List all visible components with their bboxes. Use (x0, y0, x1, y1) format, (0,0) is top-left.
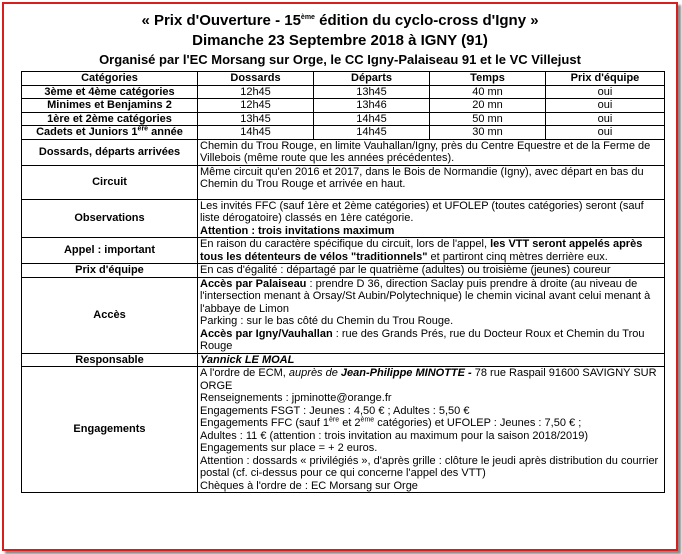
row-category: 3ème et 4ème catégories (22, 85, 198, 99)
row-prize: oui (546, 126, 665, 140)
row-start: 14h45 (314, 126, 430, 140)
organizer-line: Organisé par l'EC Morsang sur Orge, le CC Igny-Palaiseau 91 et le VC Villejust (99, 52, 581, 67)
row-prize: oui (546, 99, 665, 113)
document-frame (2, 2, 678, 551)
table-row (22, 85, 665, 99)
section-text: Chemin du Trou Rouge, en limite Vauhallan/Igny, près du Centre Equestre et de la Ferme de Villebois (même route que les années précédentes). (198, 139, 665, 165)
row-time: 50 mn (430, 112, 546, 126)
section-observations (22, 199, 665, 238)
table-row (22, 99, 665, 113)
table-header-row (22, 72, 665, 86)
section-dossards (22, 139, 665, 165)
section-label: Prix d'équipe (22, 264, 198, 278)
section-label: Responsable (22, 353, 198, 367)
page-title: « Prix d'Ouverture - 15ème édition du cyclo-cross d'Igny » (141, 12, 539, 29)
responsable-name: Yannick LE MOAL (198, 353, 665, 367)
section-appel (22, 238, 665, 264)
row-category: Minimes et Benjamins 2 (22, 99, 198, 113)
row-time: 30 mn (430, 126, 546, 140)
table-row (22, 112, 665, 126)
section-acces (22, 277, 665, 353)
col-header-temps: Temps (430, 72, 546, 86)
section-label: Accès (22, 277, 198, 353)
col-header-departs: Départs (314, 72, 430, 86)
section-text: Même circuit qu'en 2016 et 2017, dans le Bois de Normandie (Igny), avec départ en bas du Chemin du Trou Rouge et arrivée en haut. (198, 165, 665, 199)
row-bibs: 12h45 (198, 99, 314, 113)
row-prize: oui (546, 112, 665, 126)
col-header-categories: Catégories (22, 72, 198, 86)
row-start: 13h45 (314, 85, 430, 99)
section-prix (22, 264, 665, 278)
row-time: 20 mn (430, 99, 546, 113)
event-date: Dimanche 23 Septembre 2018 à IGNY (91) (192, 32, 488, 49)
section-label: Dossards, départs arrivées (22, 139, 198, 165)
table-row (22, 126, 665, 140)
event-table (21, 71, 665, 493)
row-bibs: 12h45 (198, 85, 314, 99)
section-engagements (22, 367, 665, 493)
section-text: En raison du caractère spécifique du circuit, lors de l'appel, les VTT seront appelés après tous les détenteurs de vélos "traditionnels" et partiront cinq mètres derrière eux. (198, 238, 665, 264)
section-label: Observations (22, 199, 198, 238)
row-category: 1ère et 2ème catégories (22, 112, 198, 126)
section-responsable (22, 353, 665, 367)
section-circuit (22, 165, 665, 199)
row-start: 14h45 (314, 112, 430, 126)
row-start: 13h46 (314, 99, 430, 113)
section-label: Circuit (22, 165, 198, 199)
col-header-dossards: Dossards (198, 72, 314, 86)
row-time: 40 mn (430, 85, 546, 99)
section-text: Accès par Palaiseau : prendre D 36, direction Saclay puis prendre à droite (au niveau de l'intersection menant à Orsay/St Aubin/Polytechnique) le chemin vicinal avant celui menant à l'abbaye de Limon Parking : sur le bas côté du Chemin du Trou Rouge. Accès par Igny/Vauhallan : rue des Grands Prés, rue du Docteur Roux et Chemin du Trou Rouge (198, 277, 665, 353)
section-label: Engagements (22, 367, 198, 493)
row-prize: oui (546, 85, 665, 99)
row-bibs: 13h45 (198, 112, 314, 126)
row-category: Cadets et Juniors 1ère année (22, 126, 198, 140)
section-text: En cas d'égalité : départagé par le quatrième (adultes) ou troisième (jeunes) coureur (198, 264, 665, 278)
section-text: A l'ordre de ECM, auprès de Jean-Philippe MINOTTE - 78 rue Raspail 91600 SAVIGNY SUR ORGE Renseignements : jpminotte@orange.fr Engagements FSGT : Jeunes : 4,50 € ; Adultes : 5,50 € Engagements FFC (sauf 1ère et 2ème catégories) et UFOLEP : Jeunes : 7,50 € ; Adultes : 11 € (attention : trois invitation au maximum pour la saison 2018/2019) Engagements sur place = + 2 euros. Attention : dossards « privilégiés », d'après grille : clôture le jeudi après distribution du courrier postal (cf. ci-dessus pour ce qui concerne l'appel des VTT) Chèques à l'ordre de : EC Morsang sur Orge (198, 367, 665, 493)
row-bibs: 14h45 (198, 126, 314, 140)
section-text: Les invités FFC (sauf 1ère et 2ème catégories) et UFOLEP (toutes catégories) seront (sauf liste dérogatoire) classés en 1ère catégorie. Attention : trois invitations maximum (198, 199, 665, 238)
section-label: Appel : important (22, 238, 198, 264)
col-header-prix: Prix d'équipe (546, 72, 665, 86)
